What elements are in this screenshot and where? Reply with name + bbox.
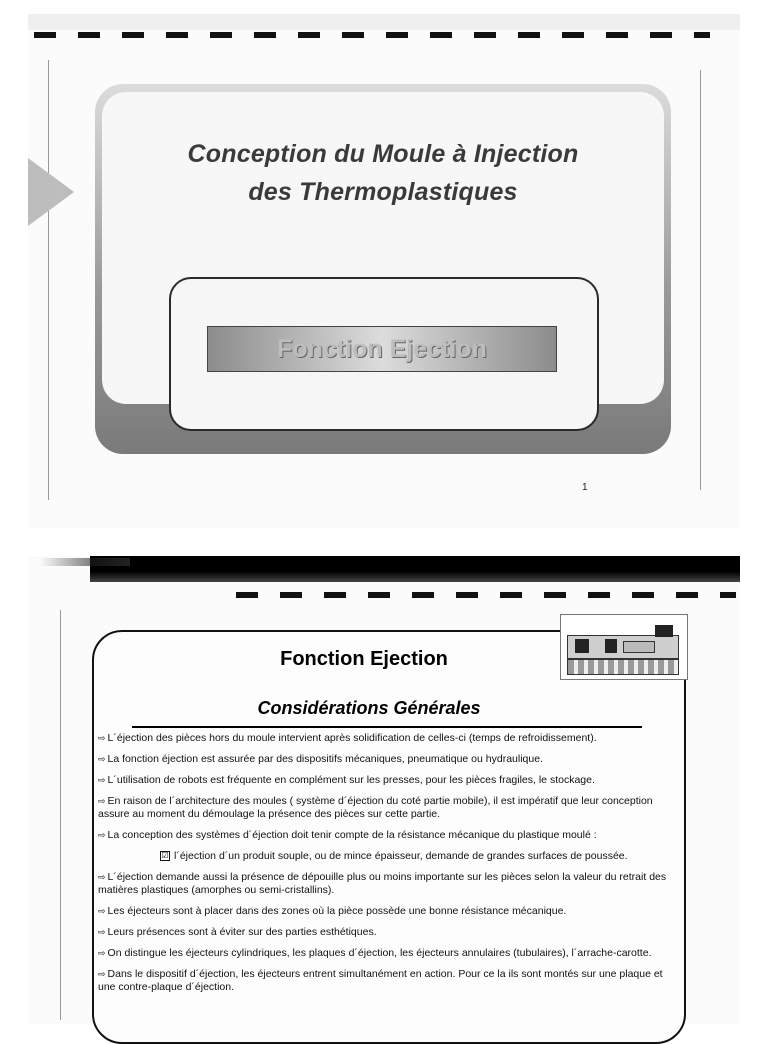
list-item-text: On distingue les éjecteurs cylindriques, les plaques d´éjection, les éjecteurs annulaires (tubulaires), l´arrache-carotte. [107, 947, 652, 959]
bullet-list [98, 732, 680, 1002]
list-item-text: Leurs présences sont à éviter sur des parties esthétiques. [107, 926, 377, 938]
slide-arrow-decoration [28, 158, 74, 226]
scan-shadow-strip [90, 556, 740, 582]
slide-1-subtitle: Fonction Ejection [277, 335, 487, 363]
list-item [98, 926, 680, 939]
scan-artifact [700, 70, 701, 490]
arrow-icon: ⇨ [98, 796, 106, 806]
list-item [98, 871, 680, 897]
arrow-icon: ⇨ [98, 906, 106, 916]
slide-1-title-line-1: Conception du Moule à Injection [187, 140, 579, 168]
slide-2-section-heading: Considérations Générales [257, 698, 481, 718]
slide-2-title: Fonction Ejection [280, 648, 448, 670]
list-item [98, 947, 680, 960]
list-item [98, 732, 680, 745]
list-item-text: Les éjecteurs sont à placer dans des zones où la pièce possède une bonne résistance mécanique. [107, 905, 567, 917]
scan-shadow-streak [40, 558, 130, 566]
arrow-icon: ⇨ [98, 754, 106, 764]
scan-artifact [60, 610, 61, 1020]
perforation-dashes-bottom [236, 592, 736, 598]
arrow-icon: ⇨ [98, 969, 106, 979]
page-number: 1 [582, 482, 588, 493]
list-item [98, 968, 680, 994]
perforation-dashes-top [34, 32, 710, 38]
list-item [98, 774, 680, 787]
arrow-icon: ⇨ [98, 872, 106, 882]
list-item-text: En raison de l´architecture des moules ( système d´éjection du coté partie mobile), il est impératif que leur conception assure au moment du démoulage la présence des pièces sur cette partie. [98, 795, 653, 820]
list-item-text: La fonction éjection est assurée par des dispositifs mécaniques, pneumatique ou hydraulique. [107, 753, 543, 765]
arrow-icon: ⇨ [98, 830, 106, 840]
arrow-icon: ⇨ [98, 927, 106, 937]
list-item [98, 795, 680, 821]
slide-1-subtitle-bar [207, 326, 557, 372]
sub-list-item [98, 850, 680, 863]
list-item-text: La conception des systèmes d´éjection doit tenir compte de la résistance mécanique du plastique moulé : [107, 829, 597, 841]
list-item-text: Dans le dispositif d´éjection, les éjecteurs entrent simultanément en action. Pour ce la ils sont montés sur une plaque et une contre-plaque d´éjection. [98, 968, 663, 993]
arrow-icon: ⇨ [98, 733, 106, 743]
list-item [98, 829, 680, 842]
list-item-text: L´utilisation de robots est fréquente en complément sur les presses, pour les pièces fragiles, le stockage. [107, 774, 595, 786]
heading-underline [132, 726, 642, 728]
slide-1-title-line-2: des Thermoplastiques [248, 178, 518, 206]
list-item-text: L´éjection demande aussi la présence de dépouille plus ou moins importante sur les pièces selon la valeur du retrait des matières plastiques (amorphes ou semi-cristallins). [98, 871, 667, 896]
list-item-text: L´éjection des pièces hors du moule intervient après solidification de celles-ci (temps de refroidissement). [107, 732, 597, 744]
list-item [98, 905, 680, 918]
arrow-icon: ⇨ [98, 775, 106, 785]
list-item [98, 753, 680, 766]
sub-list-item-text: l´éjection d´un produit souple, ou de mince épaisseur, demande de grandes surfaces de poussée. [174, 850, 628, 862]
scan-artifact [48, 60, 49, 500]
arrow-icon: ⇨ [98, 948, 106, 958]
checkbox-icon: ☑ [161, 851, 169, 861]
